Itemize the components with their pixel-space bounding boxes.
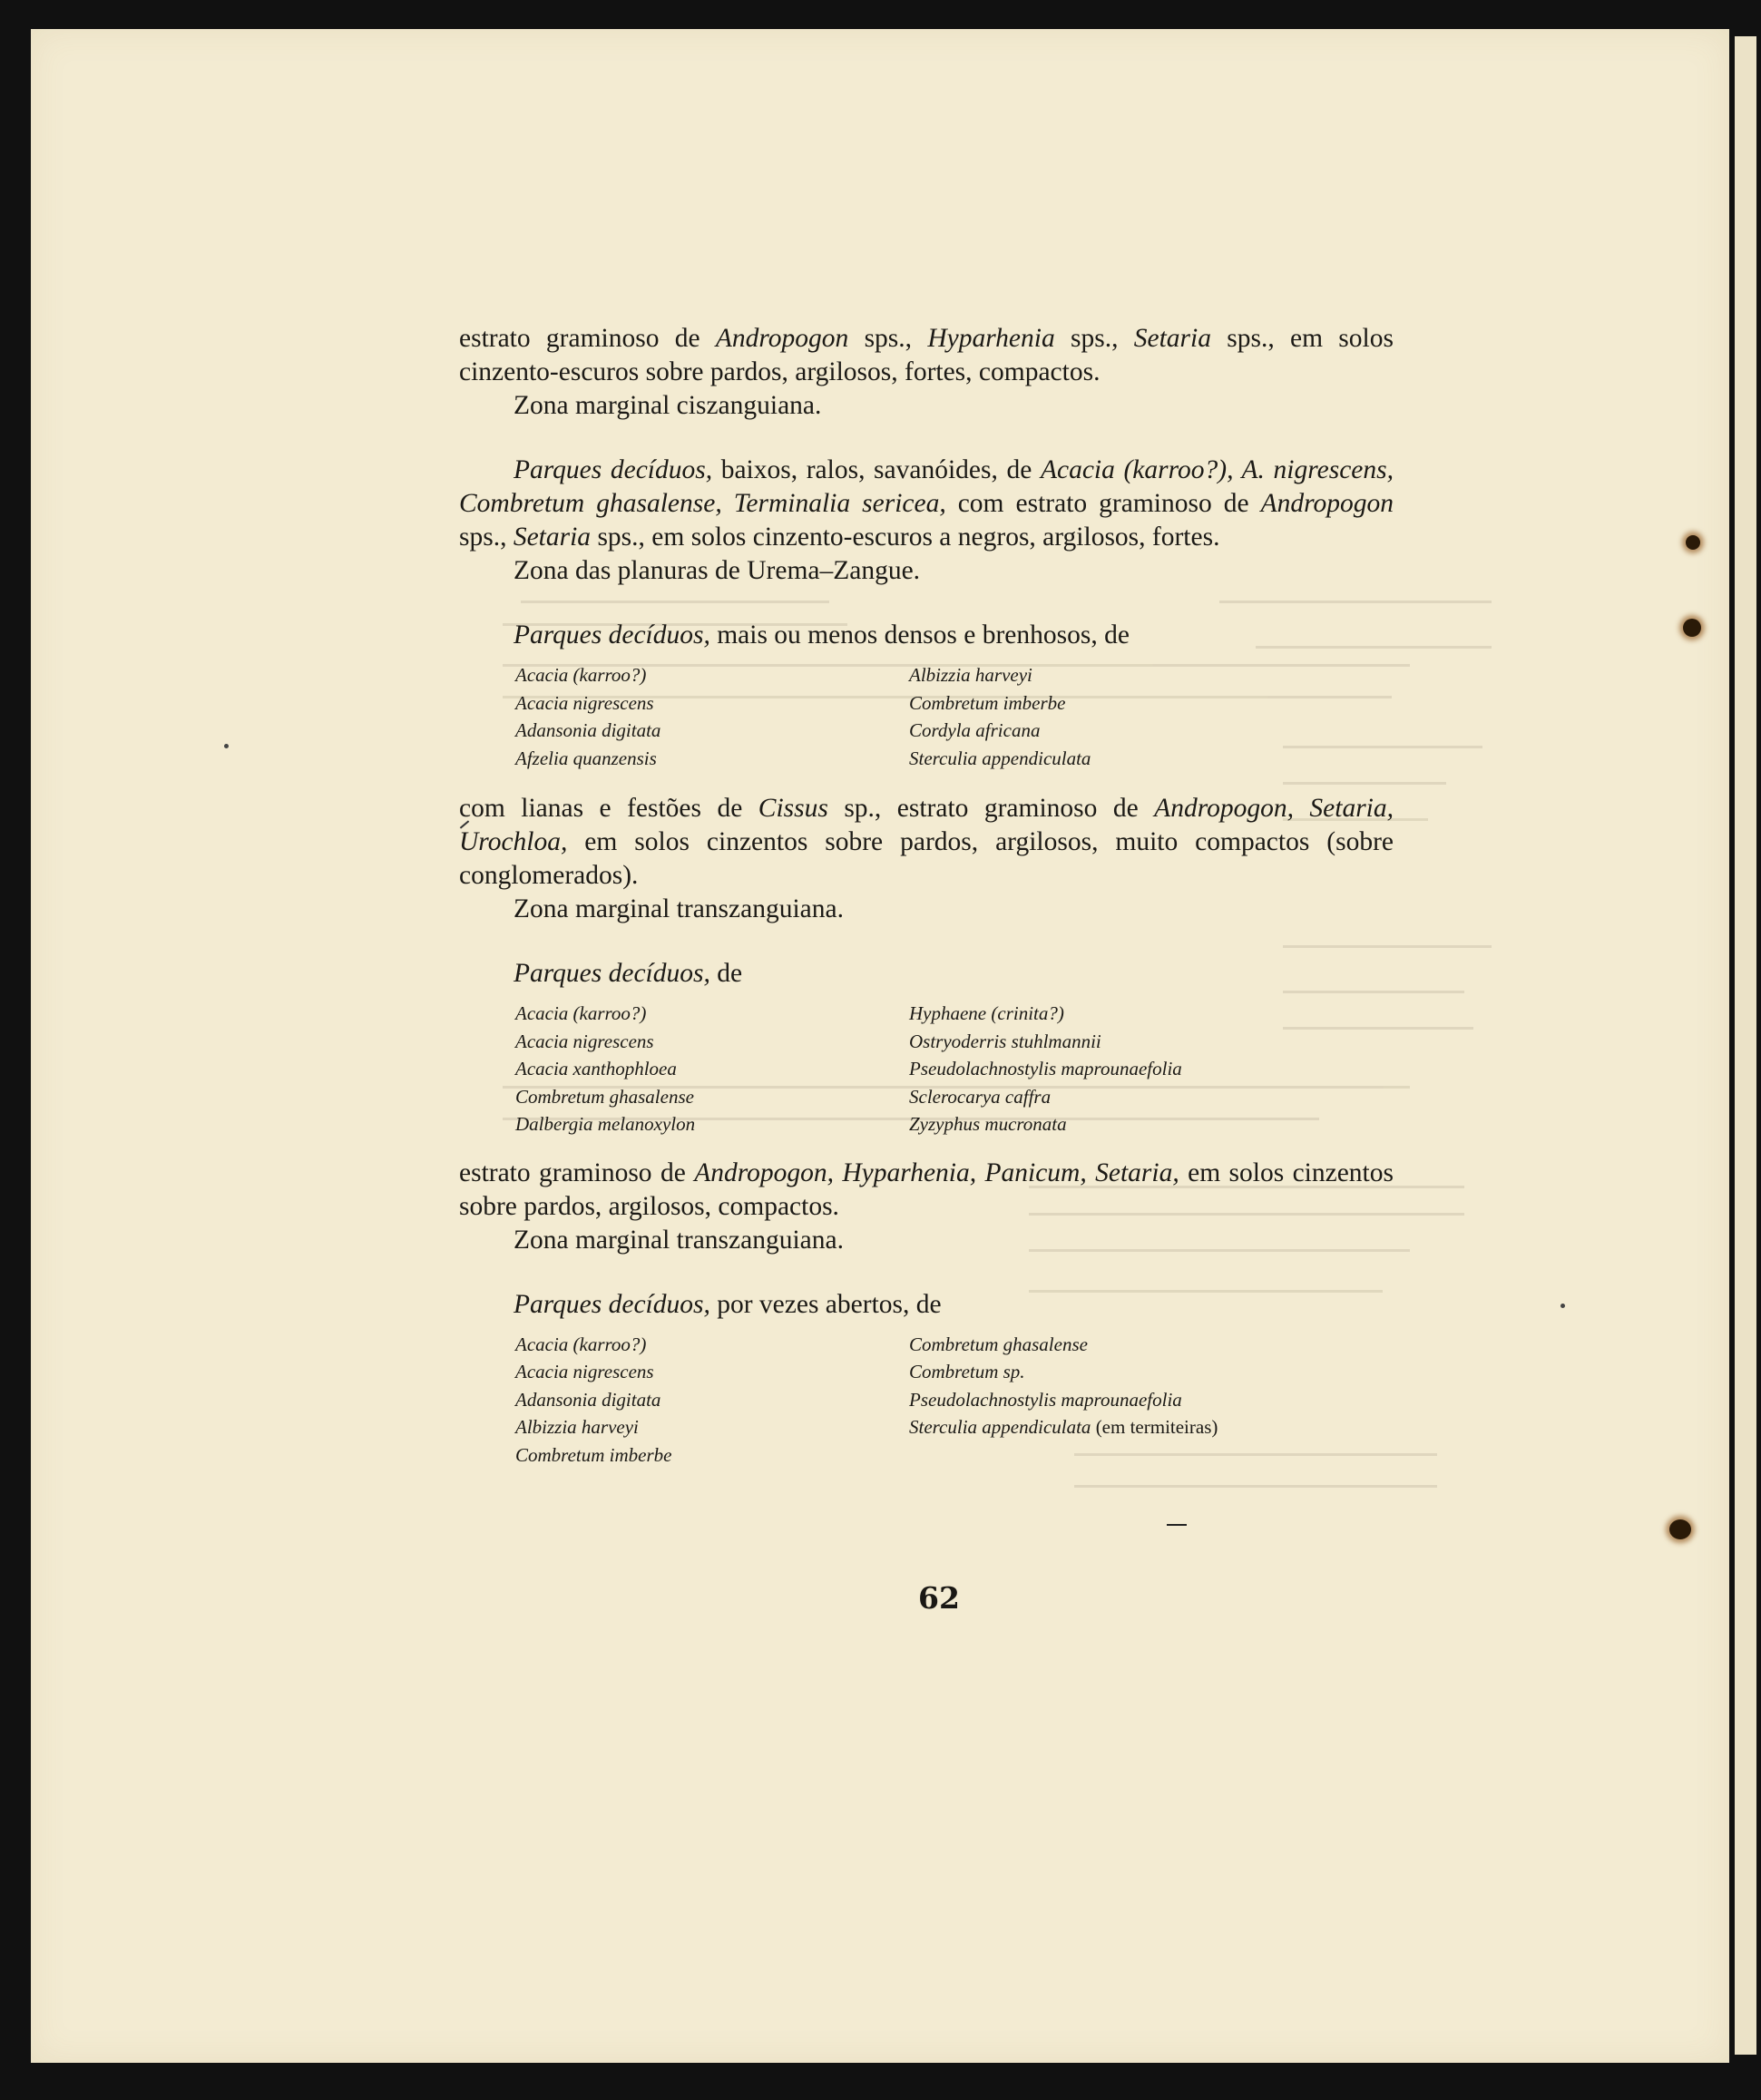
italic-run: Cissus [758, 794, 828, 823]
species-item: Acacia (karroo?) [515, 664, 647, 686]
italic-run: Hyparhenia [927, 324, 1055, 353]
species-item: Adansonia digitata [515, 1388, 661, 1411]
page-number: 62 [918, 1580, 960, 1616]
text-run: baixos, ralos, savanóides, de [712, 455, 1041, 484]
species-item: Albizzia harveyi [909, 664, 1032, 686]
paragraph-6 [459, 1157, 1394, 1224]
species-item: Combretum ghasalense [515, 1085, 694, 1108]
species-item: Sterculia appendiculata [909, 747, 1091, 769]
species-item: Pseudolachnostylis maprounaefolia [909, 1388, 1182, 1411]
species-item: Sterculia appendiculata (em termiteiras) [909, 1416, 1218, 1438]
text-run: sps., em solos cinzento-escuros a negros, argilosos, fortes. [591, 523, 1220, 552]
binding-hole-2 [1683, 619, 1701, 637]
paragraph-1 [459, 322, 1394, 389]
binding-hole-1 [1686, 535, 1700, 550]
zone-label-1: Zona marginal ciszanguiana. [514, 391, 822, 420]
italic-run: Setaria [1133, 324, 1211, 353]
italic-run: Acacia (karroo?), A. nigrescens, Combretum ghasalense, Terminalia sericea, [459, 455, 1394, 518]
text-run: estrato graminoso de [459, 324, 716, 353]
species-list-1 [515, 661, 1394, 772]
zone-label-2: Zona das planuras de Urema–Zangue. [514, 556, 921, 585]
next-page-edge [1735, 36, 1756, 2055]
italic-run: Parques decíduos, [514, 959, 710, 988]
italic-run: Setaria [513, 523, 592, 552]
species-item: Combretum sp. [909, 1361, 1025, 1382]
species-item: Acacia nigrescens [515, 1030, 654, 1052]
italic-run: Parques decíduos, [514, 1289, 710, 1319]
paragraph-7 [459, 1288, 1394, 1322]
species-item: Ostryoderris stuhlmannii [909, 1030, 1101, 1052]
text-run: de [709, 959, 743, 988]
text-run: sps., [1054, 324, 1134, 353]
species-item: Acacia (karroo?) [515, 1333, 647, 1355]
text-run: estrato graminoso de [459, 1157, 695, 1187]
text-run: em solos cinzentos sobre pardos, argilosos, muito compactos (sobre conglomerados). [459, 827, 1394, 890]
text-run: sps., em solos cinzento-escuros sobre pardos, argilosos, fortes, compactos. [459, 324, 1394, 386]
species-item: Zyzyphus mucronata [909, 1113, 1067, 1135]
zone-label-4: Zona marginal transzanguiana. [514, 1225, 844, 1255]
paragraph-5 [459, 957, 1394, 991]
text-run: com lianas e festões de [459, 794, 758, 823]
species-item: Cordyla africana [909, 719, 1041, 741]
species-item: Combretum imberbe [909, 691, 1066, 714]
italic-run: Andropogon, Setaria, Urochloa, [459, 794, 1394, 856]
text-run: em solos cinzentos sobre pardos, argilosos, compactos. [459, 1157, 1394, 1221]
species-item: Acacia xanthophloea [515, 1058, 677, 1079]
italic-run: Andropogon [715, 324, 849, 353]
speck [224, 744, 229, 748]
species-item: Hyphaene (crinita?) [909, 1002, 1064, 1024]
species-item: Combretum ghasalense [909, 1333, 1088, 1355]
species-item: Pseudolachnostylis maprounaefolia [909, 1058, 1182, 1079]
species-list-3 [515, 1331, 1394, 1470]
species-list-2 [515, 1000, 1394, 1138]
text-run: com estrato graminoso de [945, 489, 1261, 518]
species-item: Adansonia digitata [515, 719, 661, 741]
text-run: por vezes abertos, de [709, 1289, 942, 1319]
text-run: sps., [848, 324, 928, 353]
species-item: Acacia nigrescens [515, 691, 654, 714]
paragraph-4 [459, 792, 1394, 893]
species-item: Acacia nigrescens [515, 1361, 654, 1382]
species-item: Combretum imberbe [515, 1443, 672, 1466]
continuation-dash [1167, 1524, 1187, 1526]
zone-label-3: Zona marginal transzanguiana. [514, 894, 844, 923]
species-item: Afzelia quanzensis [515, 747, 657, 769]
italic-run: Parques decíduos, [514, 455, 713, 484]
italic-run: Parques decíduos, [514, 620, 710, 650]
species-item: Albizzia harveyi [515, 1416, 639, 1438]
main-text [459, 322, 1394, 1487]
text-run: mais ou menos densos e brenhosos, de [709, 620, 1130, 650]
species-item: Acacia (karroo?) [515, 1002, 647, 1024]
italic-run: Andropogon, Hyparhenia, Panicum, Setaria, [694, 1157, 1179, 1187]
species-item: Dalbergia melanoxylon [515, 1113, 696, 1135]
text-run: sp., estrato graminoso de [827, 794, 1155, 823]
paragraph-3 [459, 619, 1394, 652]
italic-run: Andropogon [1260, 489, 1394, 518]
species-item [909, 1441, 1335, 1470]
species-item: Sclerocarya caffra [909, 1085, 1052, 1108]
text-run: sps., [459, 523, 514, 552]
speck [1560, 1304, 1565, 1308]
paragraph-2 [459, 454, 1394, 554]
species-note: (em termiteiras) [1095, 1416, 1218, 1438]
binding-hole-3 [1669, 1519, 1691, 1539]
